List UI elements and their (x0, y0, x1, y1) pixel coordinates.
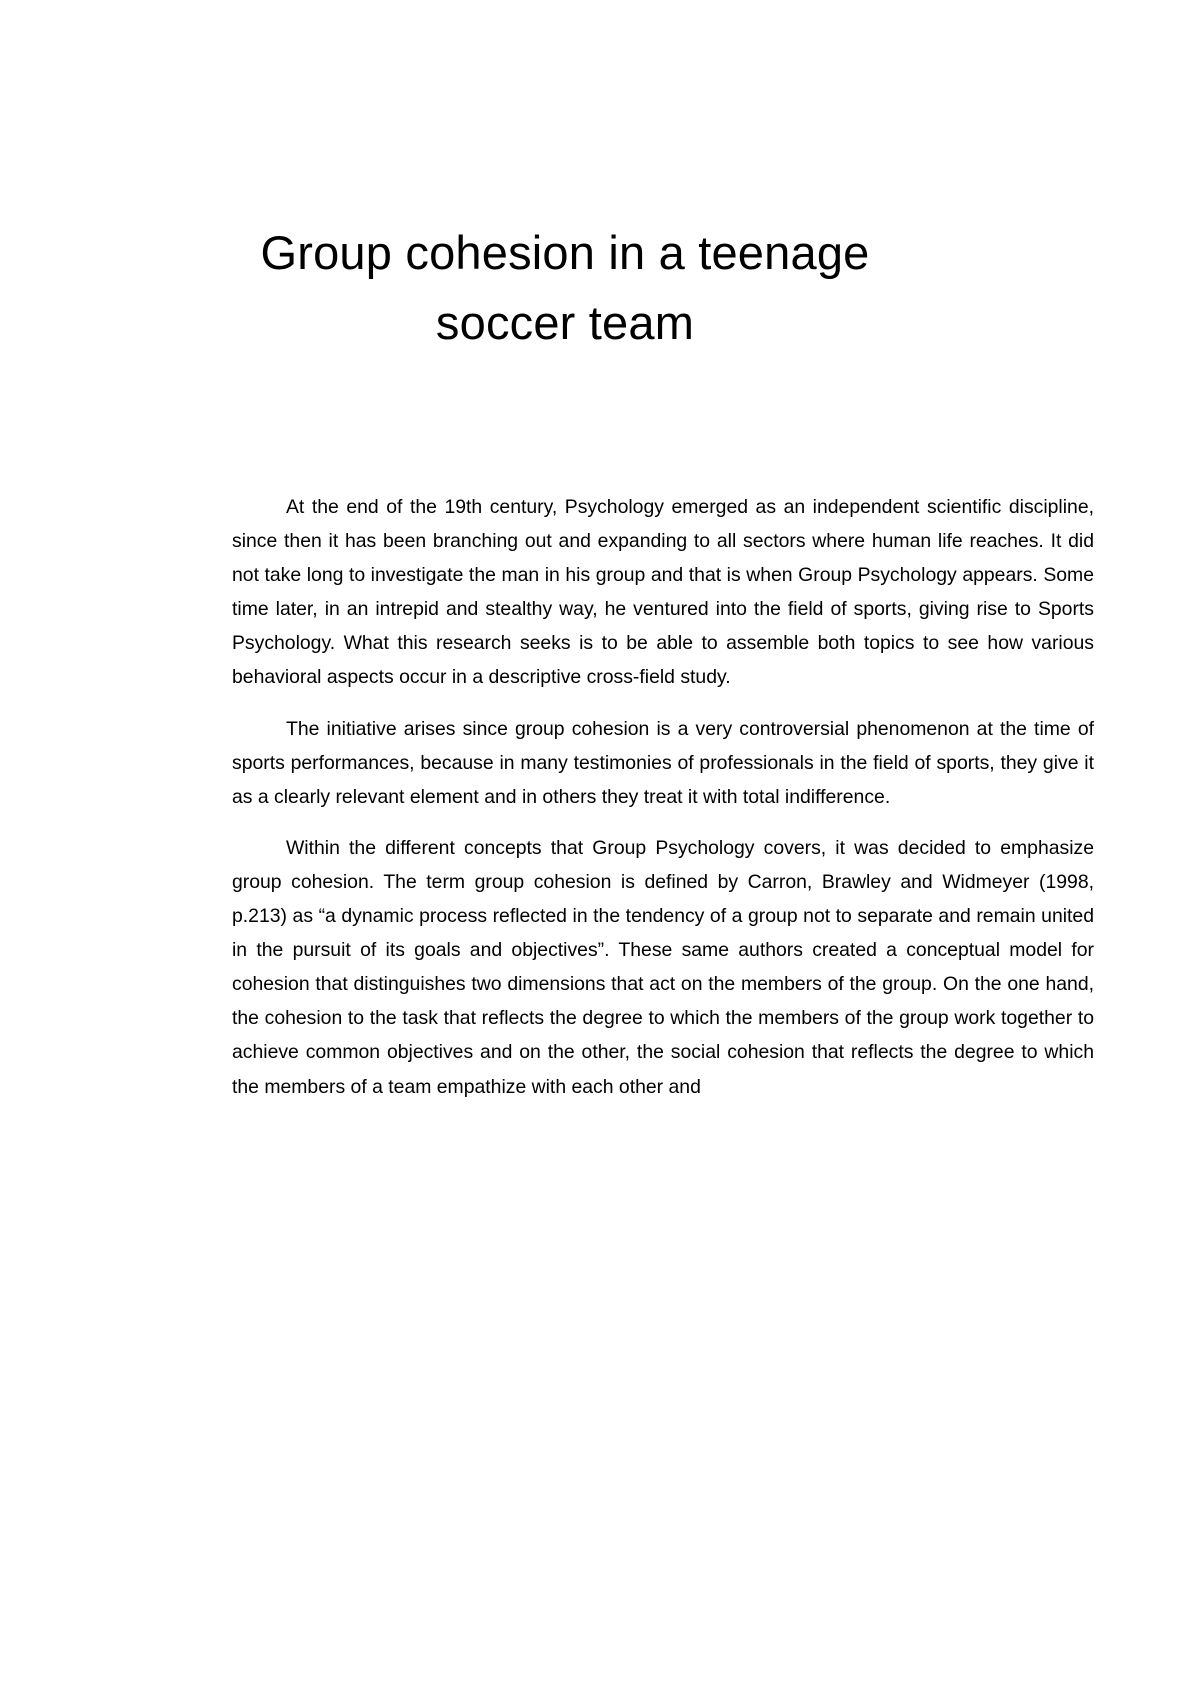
document-title: Group cohesion in a teenage soccer team (260, 226, 870, 349)
paragraph-initiative: The initiative arises since group cohesion is a very controversial phenomenon at the time of sports performances, because in many testimonies of professionals in the field of sports, they give it as a clearly relevant element and in others they treat it with total indifference. (232, 717, 1094, 808)
paragraph-intro: At the end of the 19th century, Psychology emerged as an independent scientific discipline, since then it has been branching out and expanding to all sectors where human life reaches. It did not take long to investigate the man in his group and that is when Group Psychology appears. Some time later, in an intrepid and stealthy way, he ventured into the field of sports, giving rise to Sports Psychology. What this research seeks is to be able to assemble both topics to see how various behavioral aspects occur in a descriptive cross-field study. (232, 496, 1094, 689)
document-body (232, 490, 1094, 1121)
paragraph-cohesion-definition: Within the different concepts that Group Psychology covers, it was decided to emphasize group cohesion. The term group cohesion is defined by Carron, Brawley and Widmeyer (1998, p.213) as “a dynamic process reflected in the tendency of a group not to separate and remain united in the pursuit of its goals and objectives”. These same authors created a conceptual model for cohesion that distinguishes two dimensions that act on the members of the group. On the one hand, the cohesion to the task that reflects the degree to which the members of the group work together to achieve common objectives and on the other, the social cohesion that reflects the degree to which the members of a team empathize with each other and (232, 836, 1094, 1098)
